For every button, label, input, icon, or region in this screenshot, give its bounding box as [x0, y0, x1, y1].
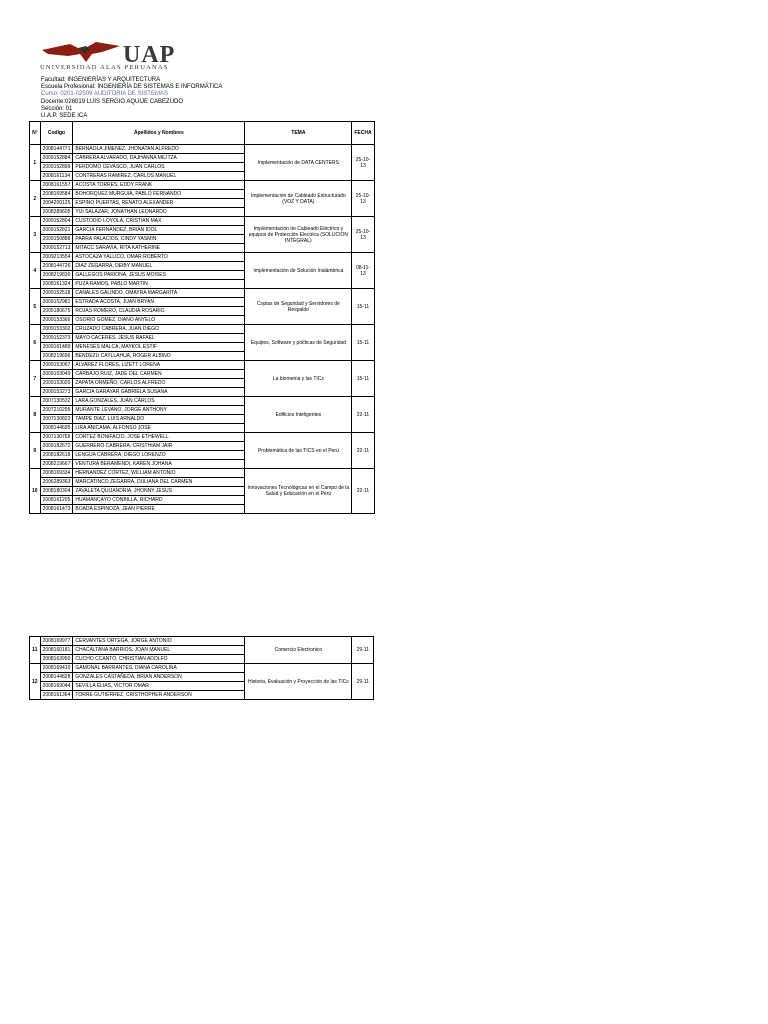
- student-name: LIRA ANICAMA, ALFONSO JOSE: [73, 424, 245, 433]
- student-name: BOHORQUEZ MURGUIA, PABLO FERNANDO: [73, 190, 245, 199]
- group-topic: Equipos, Software y políticas de Seguridad: [245, 325, 352, 361]
- table-row: [30, 361, 375, 370]
- student-code: 2008144695: [40, 424, 73, 433]
- student-code: 2007130769: [40, 433, 73, 442]
- student-name: GARCIA GARAYAR GABRIELA SUSANA: [73, 388, 245, 397]
- student-name: ACOSTA TORRES, EDDY FRANK: [73, 181, 245, 190]
- table-row: [30, 469, 375, 478]
- student-name: ZAPATA ORMEÑO, CARLOS ALFREDO: [73, 379, 245, 388]
- student-code: 2005180675: [40, 307, 73, 316]
- student-code: 2008161134: [40, 172, 73, 181]
- student-code: 2009152884: [40, 154, 73, 163]
- table-row: [30, 145, 375, 154]
- student-code: 2004200125: [40, 199, 73, 208]
- group-number: 10: [30, 469, 41, 514]
- group-topic: Implementación de Cableado Estructurado (VOZ Y DATA): [245, 181, 352, 217]
- group-date: 25-10-13: [352, 217, 374, 253]
- student-code: 2008169334: [40, 469, 73, 478]
- logo-subtitle: UNIVERSIDAD ALAS PERUANAS: [40, 64, 169, 71]
- group-topic: Implementación de Cableado Eléctrico y equipos de Protección Electrica (SOLUCION INTEGRAL): [245, 217, 352, 253]
- student-code: 2007130823: [40, 415, 73, 424]
- groups-table-continued: [29, 636, 374, 700]
- student-code: 2008163950: [40, 655, 73, 664]
- group-number: 8: [30, 397, 41, 433]
- group-date: 29-11: [352, 664, 374, 700]
- student-name: OSORIO GOMEZ, DIANO ANYELO: [73, 316, 245, 325]
- group-topic: Implementación de Solución Inalámbrica: [245, 253, 352, 289]
- student-code: 2008219667: [40, 460, 73, 469]
- col-header-fecha: FECHA: [352, 122, 374, 145]
- student-name: VENTURA BERAMENDI, KAREN JOHANA: [73, 460, 245, 469]
- student-name: CABRERA ALVARADO, DAJHANNA MILITZA: [73, 154, 245, 163]
- student-name: ZAVALETA QUIJANDRIA, JHONNY JESUS: [73, 487, 245, 496]
- col-header-num: Nº: [30, 122, 41, 145]
- table-row: [30, 217, 375, 226]
- group-topic: La biometria y las TICs: [245, 361, 352, 397]
- student-name: TORRE GUTIERREZ, CRISTHOPHER ANDERSON: [73, 691, 245, 700]
- campus-line: U.A.P. SEDE ICA: [41, 113, 88, 120]
- student-code: 2009152804: [40, 217, 73, 226]
- student-name: CONTRERAS RAMIREZ, CARLOS MANUEL: [73, 172, 245, 181]
- student-name: MARCATINCO ZEGARRA, DULIANA DEL CARMEN: [73, 478, 245, 487]
- student-name: GARCIA FERNANDEZ, BRIAN IDOL: [73, 226, 245, 235]
- student-code: 2009182672: [40, 442, 73, 451]
- student-code: 2009153020: [40, 379, 73, 388]
- student-code: 2009153049: [40, 370, 73, 379]
- student-name: MAYO CACERES, JESUS RAFAEL: [73, 334, 245, 343]
- student-name: MITACC SARAVIA, RITA KATHERINE: [73, 244, 245, 253]
- student-name: HERNANDEZ CORTEZ, WILLIAM ANTONIO: [73, 469, 245, 478]
- student-name: PUZA RAMOS, PABLO MARTIN: [73, 280, 245, 289]
- student-code: 2009153302: [40, 325, 73, 334]
- group-number: 12: [30, 664, 41, 700]
- student-name: GUERRERO CABRERA, CRISTHIAM JAIR: [73, 442, 245, 451]
- group-date: 25-10-13: [352, 145, 374, 181]
- student-code: 2008161364: [40, 691, 73, 700]
- student-code: 2009152981: [40, 298, 73, 307]
- group-date: 22-11: [352, 469, 374, 514]
- student-code: 2009153273: [40, 388, 73, 397]
- table-row: [30, 637, 374, 646]
- student-name: PARRA PALACIOS, CINDY YASMIN: [73, 235, 245, 244]
- table-row: [30, 325, 375, 334]
- student-name: CANALES GALINDO, OMAYRA MARGARITA: [73, 289, 245, 298]
- group-date: 22-11: [352, 433, 374, 469]
- student-name: CORTEZ BONIFACIO, JOSE ETHEWELL: [73, 433, 245, 442]
- student-name: CRUZADO CABRERA, JUAN DIEGO: [73, 325, 245, 334]
- student-code: 2009161489: [40, 343, 73, 352]
- student-code: 2007210295: [40, 406, 73, 415]
- table-row: [30, 397, 375, 406]
- student-name: LARA GONZALES, JUAN CARLOS: [73, 397, 245, 406]
- student-name: GALLEGOS PARIONA, JESUS MOISES: [73, 271, 245, 280]
- faculty-line: Facultad: INGENIERÍAS Y ARQUITECTURA: [41, 77, 161, 83]
- col-header-code: Codigo: [40, 122, 73, 145]
- section-line: Sección: 01: [41, 105, 73, 112]
- group-topic: Innovaciones Tecnológicas en el Campo de la Salud y Educación en el Perú: [245, 469, 352, 514]
- group-topic: Comercio Electronico: [245, 637, 352, 664]
- student-name: ALVAREZ FLORES, LIZETT LORENA: [73, 361, 245, 370]
- student-name: CERVANTES ORTEGA, JORGE ANTONIO: [73, 637, 245, 646]
- group-date: 25-10-13: [352, 181, 374, 217]
- table-row: [30, 289, 375, 298]
- group-number: 6: [30, 325, 41, 361]
- group-date: 08-11-13: [352, 253, 374, 289]
- student-name: CARBAJO RUIZ, JADE DEL CARMEN: [73, 370, 245, 379]
- groups-table: [29, 121, 375, 514]
- student-name: YUI SALAZAR, JONATHAN LEONARDO: [73, 208, 245, 217]
- student-name: DIAZ ZEGARRA, DEIBY MANUEL: [73, 262, 245, 271]
- student-code: 2009152518: [40, 289, 73, 298]
- table-row: [30, 664, 374, 673]
- eagle-icon: [40, 40, 122, 66]
- school-line: Escuela Profesional: INGENIERÍA DE SISTEMAS E INFORMÁTICA: [41, 84, 223, 91]
- student-code: 2006289363: [40, 478, 73, 487]
- table-row: [30, 253, 375, 262]
- group-date: 15-11: [352, 361, 374, 397]
- student-code: 2008161324: [40, 280, 73, 289]
- student-name: MENESES MALCA, MAYKOL ESTIF: [73, 343, 245, 352]
- student-code: 2008161205: [40, 496, 73, 505]
- student-name: SEVILLA ELIAS, VICTOR OMAR: [73, 682, 245, 691]
- student-name: BERNAOLA JIMENEZ, JHONATAN ALFREDO: [73, 145, 245, 154]
- logo-title: UAP: [123, 42, 176, 68]
- student-code: 2008144726: [40, 262, 73, 271]
- course-line: Curso: 0201-02509 AUDITORIA DE SISTEMAS: [41, 91, 168, 98]
- group-date: 15-11: [352, 325, 374, 361]
- student-code: 2009153366: [40, 316, 73, 325]
- student-name: HUAMANCAYO CONBILLA, RICHARD: [73, 496, 245, 505]
- student-code: 2008144828: [40, 673, 73, 682]
- student-code: 2008169584: [40, 190, 73, 199]
- student-code: 2008161557: [40, 181, 73, 190]
- group-number: 5: [30, 289, 41, 325]
- student-code: 2008180304: [40, 487, 73, 496]
- group-date: 29-11: [352, 637, 374, 664]
- student-code: 2007130532: [40, 397, 73, 406]
- col-header-tema: TEMA: [245, 122, 352, 145]
- student-code: 2008161473: [40, 505, 73, 514]
- student-name: LENGUA CABRERA, DIEGO LORENZO: [73, 451, 245, 460]
- group-date: 15-11: [352, 289, 374, 325]
- group-number: 4: [30, 253, 41, 289]
- table-row: [30, 433, 375, 442]
- student-code: 2008219830: [40, 271, 73, 280]
- group-number: 11: [30, 637, 41, 664]
- student-name: TAMPE DIAZ, LUIS ARNALDO: [73, 415, 245, 424]
- student-name: MURANTE LEVANO, JORGE ANTHONY: [73, 406, 245, 415]
- group-topic: Implementación de DATA CENTERS: [245, 145, 352, 181]
- table-header-row: [30, 122, 375, 145]
- group-number: 1: [30, 145, 41, 181]
- student-code: 2008289605: [40, 208, 73, 217]
- col-header-name: Apellidos y Nombres: [73, 122, 245, 145]
- group-topic: Edificios Inteligentes: [245, 397, 352, 433]
- group-topic: Copias de Seguridad y Servidores de Respaldo: [245, 289, 352, 325]
- student-name: GAMONAL BARRANTES, DIANA CAROLINA: [73, 664, 245, 673]
- student-code: 2009153067: [40, 361, 73, 370]
- group-number: 2: [30, 181, 41, 217]
- student-name: CHACALTANA BARRIOS, JOAN MANUEL: [73, 646, 245, 655]
- student-code: 2008169044: [40, 682, 73, 691]
- student-name: ASTOCAZA YALLICO, OMAR ROBERTO: [73, 253, 245, 262]
- student-code: 2008182618: [40, 451, 73, 460]
- student-code: 2008219696: [40, 352, 73, 361]
- student-code: 2009152373: [40, 334, 73, 343]
- table-row: [30, 181, 375, 190]
- student-name: GONZALES CASTAÑEDA, BRIAN ANDERSON: [73, 673, 245, 682]
- student-name: BOADA ESPINOZA, JEAN PIERRE: [73, 505, 245, 514]
- group-number: 7: [30, 361, 41, 397]
- student-code: 2009152713: [40, 244, 73, 253]
- student-name: BENDEZU CAYLLAHUA, ROGER ALBINO: [73, 352, 245, 361]
- student-name: ESPINO PUERTAS, RENATO ALEXANDER: [73, 199, 245, 208]
- student-name: ESTRADA ACOSTA, JUAN BRYAN: [73, 298, 245, 307]
- student-name: CUCHO CCANTO, CHRISTIAN ADOLFO: [73, 655, 245, 664]
- student-code: 2008169410: [40, 664, 73, 673]
- student-code: 2008169977: [40, 637, 73, 646]
- student-code: 2009213554: [40, 253, 73, 262]
- uap-logo: [40, 40, 190, 72]
- student-name: PERDOMO CEVASCO, JUAN CARLOS: [73, 163, 245, 172]
- document-header: [41, 77, 222, 120]
- student-name: CUSTODIO LOYOLA, CRISTIAN MAX: [73, 217, 245, 226]
- student-code: 2009152899: [40, 163, 73, 172]
- group-date: 22-11: [352, 397, 374, 433]
- student-code: 2009152821: [40, 226, 73, 235]
- group-topic: Historia, Evaluación y Proyección de las TICs: [245, 664, 352, 700]
- student-name: ROJAS ROMERO, CLAUDIA ROSARIO: [73, 307, 245, 316]
- group-number: 3: [30, 217, 41, 253]
- student-code: 2009150888: [40, 235, 73, 244]
- teacher-line: Docente:028019 LUIS SERGIO AQUIJE CABEZUDO: [41, 98, 184, 105]
- group-topic: Problemática de las TICS en el Perú: [245, 433, 352, 469]
- group-number: 9: [30, 433, 41, 469]
- student-code: 2008160181: [40, 646, 73, 655]
- student-code: 2008144771: [40, 145, 73, 154]
